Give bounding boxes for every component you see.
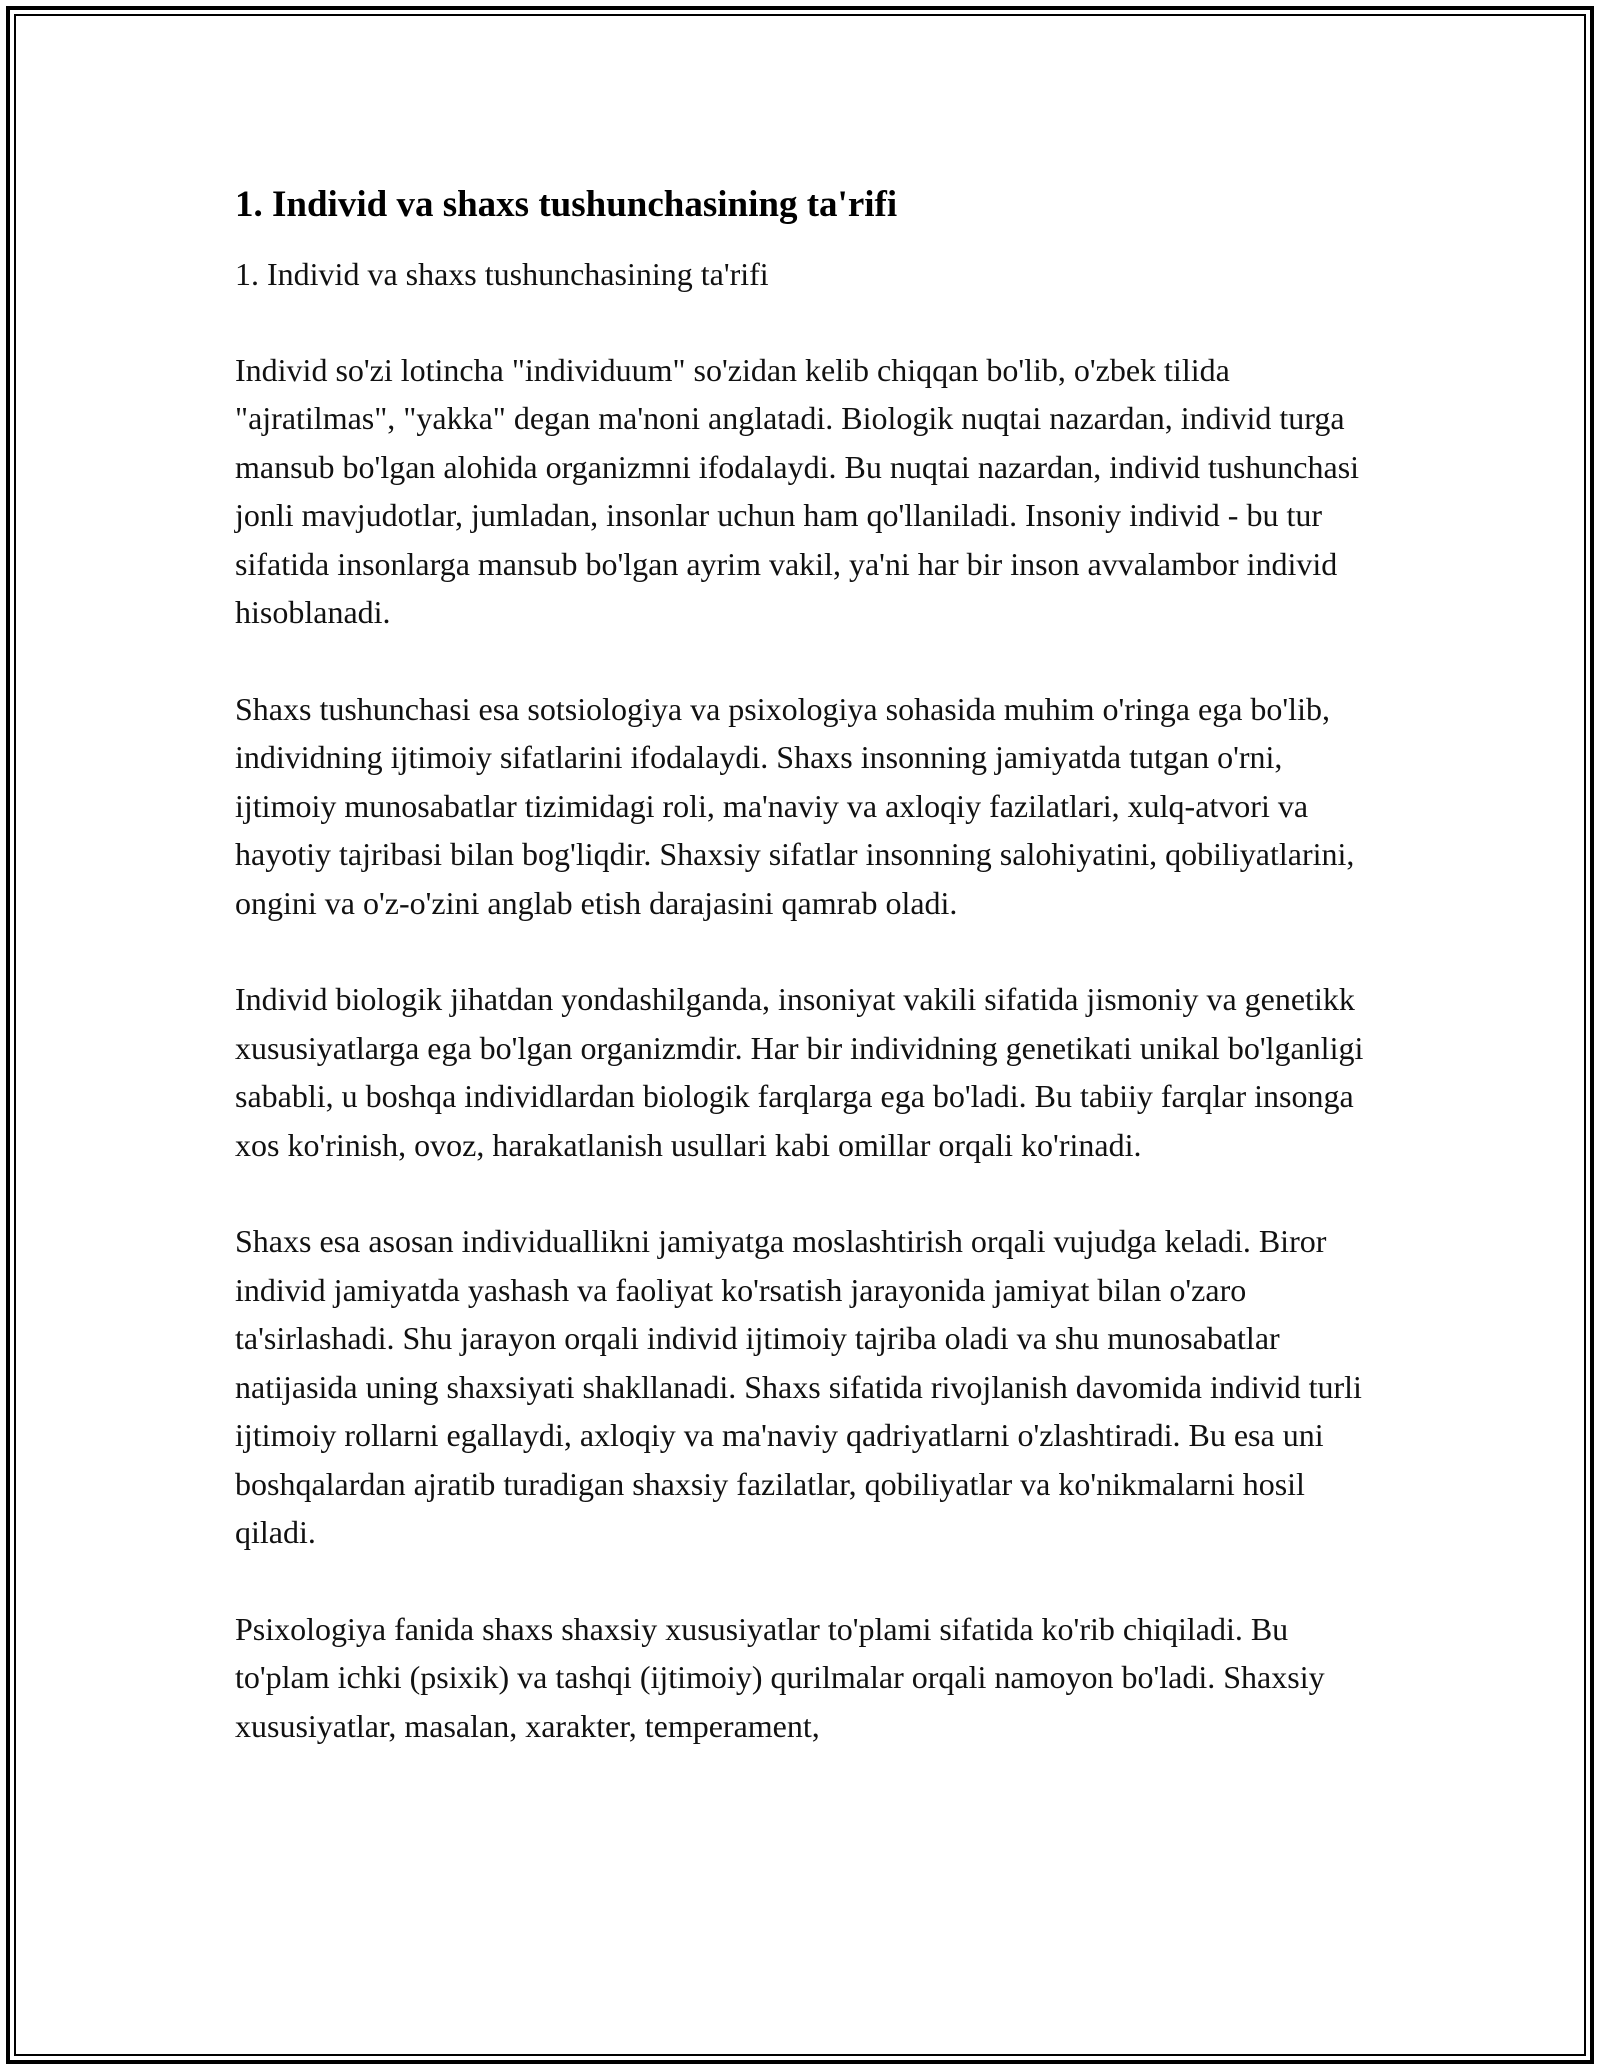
document-subtitle: 1. Individ va shaxs tushunchasining ta'rifi bbox=[235, 255, 769, 292]
paragraph-4: Shaxs esa asosan individuallikni jamiyatga moslashtirish orqali vujudga keladi. Biror individ jamiyatda yashash va faoliyat ko'rsatish jarayonida jamiyat bilan o'zaro ta'sirlashadi. Shu jarayon orqali individ ijtimoiy tajriba oladi va shu munosabatlar natijasida uning shaxsiyati shakllanadi. Shaxs sifatida rivojlanish davomida individ turli ijtimoiy rollarni egallaydi, axloqiy va ma'naviy qadriyatlarni o'zlashtiradi. Bu esa uni boshqalardan ajratib turadigan shaxsiy fazilatlar, qobiliyatlar va ko'nikmalarni hosil qiladi. bbox=[235, 1223, 1362, 1551]
document-body bbox=[235, 180, 1375, 1750]
paragraph-1: Individ so'zi lotincha "individuum" so'zidan kelib chiqqan bo'lib, o'zbek tilida "ajratilmas", "yakka" degan ma'noni anglatadi. Biologik nuqtai nazardan, individ turga mansub bo'lgan alohida organizmni ifodalaydi. Bu nuqtai nazardan, individ tushunchasi jonli mavjudotlar, jumladan, insonlar uchun ham qo'llaniladi. Insoniy individ - bu tur sifatida insonlarga mansub bo'lgan ayrim vakil, ya'ni har bir inson avvalambor individ hisoblanadi. bbox=[235, 351, 1360, 631]
paragraph-3: Individ biologik jihatdan yondashilganda, insoniyat vakili sifatida jismoniy va genetikk xususiyatlarga ega bo'lgan organizmdir. Har bir individning genetikati unikal bo'lganligi sababli, u boshqa individlardan biologik farqlarga ega bo'ladi. Bu tabiiy farqlar insonga xos ko'rinish, ovoz, harakatlanish usullari kabi omillar orqali ko'rinadi. bbox=[235, 981, 1364, 1163]
paragraph-5: Psixologiya fanida shaxs shaxsiy xususiyatlar to'plami sifatida ko'rib chiqiladi. Bu to'plam ichki (psixik) va tashqi (ijtimoiy) qurilmalar orqali namoyon bo'ladi. Shaxsiy xususiyatlar, masalan, xarakter, temperament, bbox=[235, 1610, 1325, 1744]
document-title: 1. Individ va shaxs tushunchasining ta'rifi bbox=[235, 184, 898, 225]
paragraph-2: Shaxs tushunchasi esa sotsiologiya va psixologiya sohasida muhim o'ringa ega bo'lib, individning ijtimoiy sifatlarini ifodalaydi. Shaxs insonning jamiyatda tutgan o'rni, ijtimoiy munosabatlar tizimidagi roli, ma'naviy va axloqiy fazilatlari, xulq-atvori va hayotiy tajribasi bilan bog'liqdir. Shaxsiy sifatlar insonning salohiyatini, qobiliyatlarini, ongini va o'z-o'zini anglab etish darajasini qamrab oladi. bbox=[235, 690, 1355, 921]
